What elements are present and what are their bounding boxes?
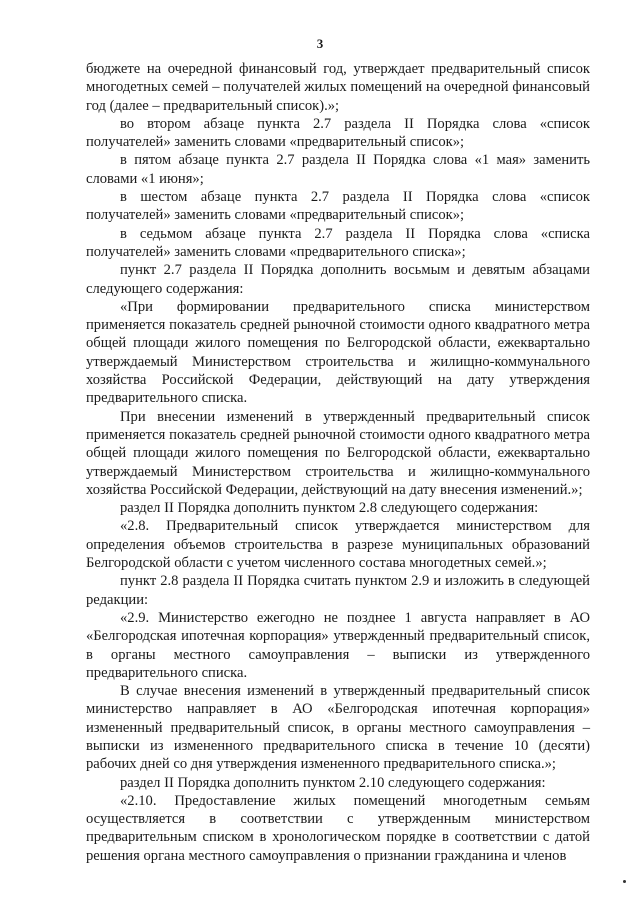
paragraph: В случае внесения изменений в утвержденный предварительный список министерство направляет в АО «Белгородская ипотечная корпорация» измененный предварительный список, в органы местного самоуправления – выписки из измененного предварительного списка в течение 10 (десяти) рабочих дней со дня утверждения измененного предварительного списка.»; — [86, 683, 590, 773]
paragraph: «2.10. Предоставление жилых помещений многодетным семьям осуществляется в соответствии с утвержденным министерством предварительным списком в хронологическом порядке в соответствии с датой решения органа местного самоуправления о признании гражданина и членов — [86, 792, 590, 864]
paragraph: раздел II Порядка дополнить пунктом 2.10 следующего содержания: — [120, 774, 546, 791]
document-body — [86, 60, 590, 865]
paragraph: бюджете на очередной финансовый год, утверждает предварительный список многодетных семей – получателей жилых помещений на очередной финансовый год (далее – предварительный список).»; — [86, 61, 590, 114]
paragraph: в шестом абзаце пункта 2.7 раздела II Порядка слова «список получателей» заменить словами «предварительный список»; — [86, 189, 590, 224]
paragraph: в пятом абзаце пункта 2.7 раздела II Порядка слова «1 мая» заменить словами «1 июня»; — [86, 152, 590, 187]
paragraph: в седьмом абзаце пункта 2.7 раздела II Порядка слова «списка получателей» заменить словами «предварительного списка»; — [86, 225, 590, 260]
scan-mark — [623, 880, 626, 883]
page-number: 3 — [316, 36, 324, 51]
paragraph: пункт 2.7 раздела II Порядка дополнить восьмым и девятым абзацами следующего содержания: — [86, 262, 590, 297]
paragraph: «При формировании предварительного списка министерством применяется показатель средней рыночной стоимости одного квадратного метра общей площади жилого помещения по Белгородской области, ежеквартально утверждаемый Министерством строительства и жилищно-коммунального хозяйства Российской Федерации, действующий на дату утверждения предварительного списка. — [86, 298, 590, 407]
paragraph: во втором абзаце пункта 2.7 раздела II Порядка слова «список получателей» заменить словами «предварительный список»; — [86, 115, 590, 151]
paragraph: пункт 2.8 раздела II Порядка считать пунктом 2.9 и изложить в следующей редакции: — [86, 573, 590, 608]
paragraph: раздел II Порядка дополнить пунктом 2.8 следующего содержания: — [120, 500, 539, 517]
paragraph: «2.9. Министерство ежегодно не позднее 1 августа направляет в АО «Белгородская ипотечная корпорация» утвержденный предварительный список, в органы местного самоуправления – выписки из утвержденного предварительного списка. — [86, 609, 590, 681]
paragraph: «2.8. Предварительный список утверждается министерством для определения объемов строительства в разрезе муниципальных образований Белгородской области с учетом численного состава многодетных семей.»; — [86, 518, 590, 572]
paragraph: При внесении изменений в утвержденный предварительный список применяется показатель средней рыночной стоимости одного квадратного метра общей площади жилого помещения по Белгородской области, ежеквартально утверждаемый Министерством строительства и жилищно-коммунального хозяйства Российской Федерации, действующий на дату внесения изменений.»; — [86, 408, 590, 498]
